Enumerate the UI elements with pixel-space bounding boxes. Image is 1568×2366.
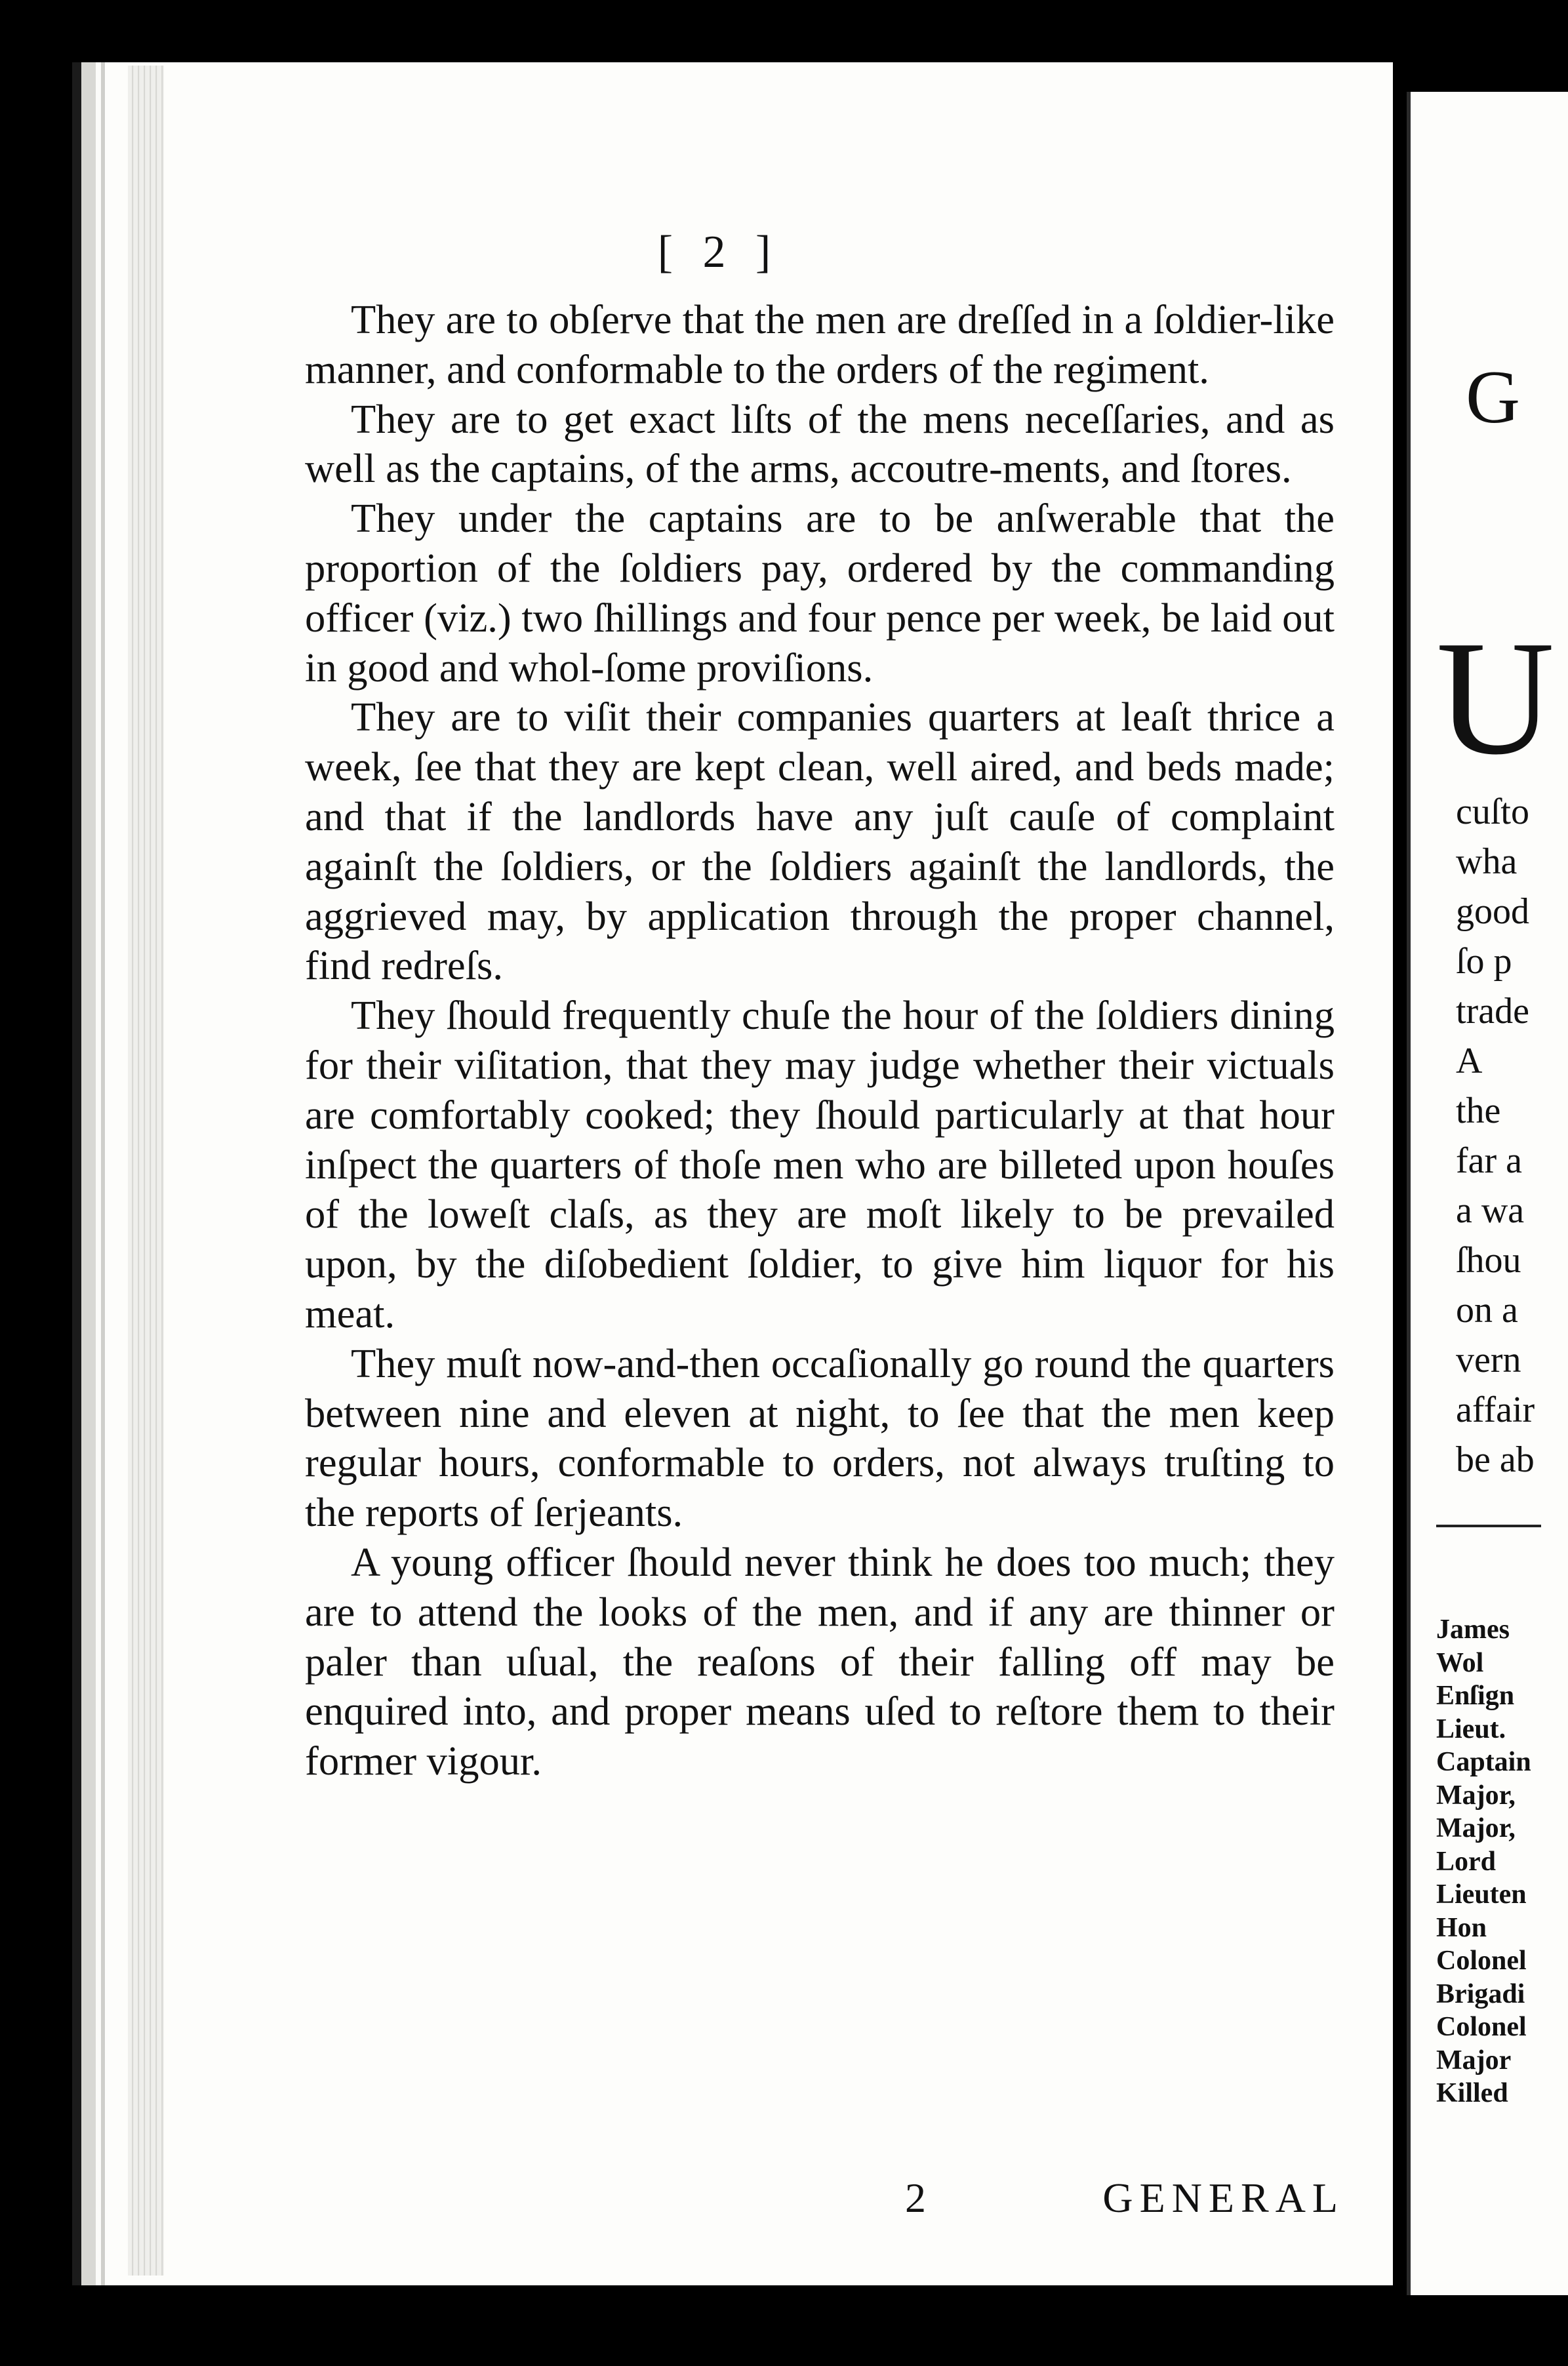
- paragraph: They ſhould frequently chuſe the hour of the ſoldiers dining for their viſitation, that they may judge whether their victuals are comfortably cooked; they ſhould particularly at that hour inſpect the quarters of thoſe men who are billeted upon houſes of the loweſt claſs, as they are moſt likely to be prevailed upon, by the diſobedient ſoldier, to give him liquor for his meat.: [305, 992, 1335, 1336]
- facing-list-line: Captain: [1436, 1747, 1531, 1777]
- body-text: [305, 295, 1335, 1786]
- facing-list-line: Lieut.: [1436, 1714, 1506, 1744]
- paragraph: They are to get exact liſts of the mens neceſſaries, and as well as the captains, of the arms, accoutre-ments, and ſtores.: [305, 395, 1335, 492]
- facing-text-line: vern: [1456, 1340, 1521, 1380]
- facing-list-line: Major,: [1436, 1813, 1516, 1843]
- facing-list-line: Lord: [1436, 1846, 1497, 1877]
- facing-list-line: Killed: [1436, 2078, 1508, 2108]
- paragraph: A young officer ſhould never think he does too much; they are to attend the looks of the men, and if any are thinner or paler than uſual, the reaſons of their falling off may be enquired into, and proper means uſed to reſtore them to their former vigour.: [305, 1538, 1335, 1784]
- facing-text-line: be ab: [1456, 1439, 1535, 1480]
- signature-mark: 2: [905, 2175, 926, 2221]
- facing-list-line: Major: [1436, 2045, 1512, 2075]
- facing-text-line: ſo p: [1456, 941, 1512, 982]
- facing-rule: [1436, 1525, 1541, 1527]
- facing-text-fragments: [1456, 787, 1535, 1485]
- paragraph: They muſt now-and-then occaſionally go round the quarters between nine and eleven at night, to ſee that the men keep regular hours, conformable to orders, not always truſting to the reports of ſerjeants.: [305, 1340, 1335, 1536]
- facing-list-line: Lieuten: [1436, 1879, 1527, 1910]
- facing-list-line: Brigadi: [1436, 1978, 1525, 2009]
- facing-text-line: cuſto: [1456, 792, 1529, 832]
- catchword: GENERAL: [1102, 2175, 1344, 2221]
- paragraph: They are to viſit their companies quarters at leaſt thrice a week, ſee that they are kept clean, well aired, and beds made; and that if the landlords have any juſt cauſe of complaint againſt the ſoldiers, or the ſoldiers againſt the landlords, the aggrieved may, by application through the proper channel, find redreſs.: [305, 694, 1335, 989]
- facing-heading-fragment: G: [1466, 355, 1521, 439]
- facing-list-line: Hon: [1436, 1912, 1487, 1943]
- facing-text-line: trade: [1456, 991, 1529, 1032]
- facing-list-line: Enſign: [1436, 1681, 1515, 1711]
- facing-list-line: Colonel: [1436, 1946, 1527, 1976]
- facing-text-line: ſhou: [1456, 1240, 1521, 1281]
- paragraph: They under the captains are to be anſwerable that the proportion of the ſoldiers pay, ordered by the commanding officer (viz.) two ſhillings and four pence per week, be laid out in good and whol-ſome proviſions.: [305, 495, 1335, 691]
- facing-text-line: wha: [1456, 841, 1518, 882]
- facing-text-line: affair: [1456, 1390, 1535, 1430]
- facing-list-fragments: [1436, 1613, 1531, 2110]
- page-gutter-edges: [128, 66, 164, 2276]
- paragraph: They are to obſerve that the men are dreſſed in a ſoldier-like manner, and conformable to the orders of the regiment.: [305, 296, 1335, 392]
- facing-initial-fragment: U: [1436, 607, 1555, 789]
- page-number-header: [ 2 ]: [657, 227, 780, 277]
- facing-text-line: the: [1456, 1091, 1501, 1131]
- facing-list-line: Colonel: [1436, 2012, 1527, 2042]
- facing-list-line: Wol: [1436, 1647, 1484, 1678]
- facing-list-line: James: [1436, 1614, 1510, 1645]
- facing-text-line: far a: [1456, 1140, 1523, 1181]
- facing-text-line: good: [1456, 891, 1529, 932]
- facing-text-line: a wa: [1456, 1190, 1525, 1231]
- facing-text-line: on a: [1456, 1290, 1518, 1331]
- facing-text-line: A: [1456, 1041, 1483, 1081]
- facing-list-line: Major,: [1436, 1780, 1516, 1811]
